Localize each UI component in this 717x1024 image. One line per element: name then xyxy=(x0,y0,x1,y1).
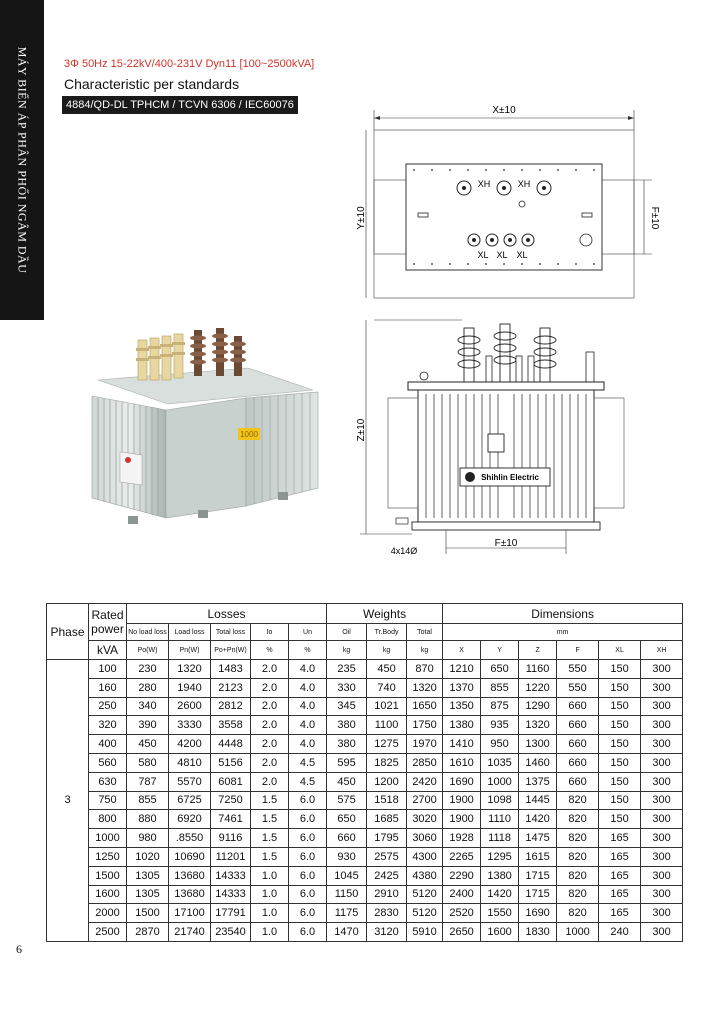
table-cell: 4.5 xyxy=(289,753,327,772)
table-cell: 1900 xyxy=(443,791,481,810)
table-cell: 160 xyxy=(89,678,127,697)
th-total: Total xyxy=(407,624,443,641)
table-cell: 4.0 xyxy=(289,716,327,735)
table-cell: 11201 xyxy=(211,847,251,866)
table-cell: 1000 xyxy=(89,829,127,848)
svg-text:XH: XH xyxy=(517,179,531,189)
table-cell: 1175 xyxy=(327,904,367,923)
svg-text:F±10: F±10 xyxy=(649,206,660,230)
table-cell: 1928 xyxy=(443,829,481,848)
table-row xyxy=(47,772,683,791)
table-cell: 1650 xyxy=(407,697,443,716)
table-cell: 6081 xyxy=(211,772,251,791)
th-unit-body: kg xyxy=(367,641,407,660)
table-cell: 4.0 xyxy=(289,735,327,754)
table-cell: 2265 xyxy=(443,847,481,866)
table-cell: 300 xyxy=(641,697,683,716)
table-cell: 1900 xyxy=(443,810,481,829)
table-cell: 820 xyxy=(557,904,599,923)
table-cell: 550 xyxy=(557,660,599,679)
table-cell: 660 xyxy=(557,716,599,735)
table-cell: 1483 xyxy=(211,660,251,679)
table-cell: 9116 xyxy=(211,829,251,848)
th-y: Y xyxy=(481,641,519,660)
th-dimensions: Dimensions xyxy=(443,604,683,624)
table-cell: 345 xyxy=(327,697,367,716)
table-cell: 6.0 xyxy=(289,885,327,904)
standards-badge: 4884/QD-DL TPHCM / TCVN 6306 / IEC60076 xyxy=(62,96,298,114)
svg-text:XH: XH xyxy=(477,179,491,189)
transformer-photo xyxy=(78,318,340,550)
table-cell: 1940 xyxy=(169,678,211,697)
table-cell: 1410 xyxy=(443,735,481,754)
table-cell: 380 xyxy=(327,716,367,735)
table-cell: 300 xyxy=(641,753,683,772)
table-cell: 7461 xyxy=(211,810,251,829)
table-row xyxy=(47,697,683,716)
table-cell: 2.0 xyxy=(251,753,289,772)
table-cell: 2830 xyxy=(367,904,407,923)
th-tr-body: Tr.Body xyxy=(367,624,407,641)
table-cell: 2123 xyxy=(211,678,251,697)
table-cell: 14333 xyxy=(211,866,251,885)
spec-table xyxy=(46,603,683,942)
table-cell: 820 xyxy=(557,885,599,904)
table-cell: 1420 xyxy=(519,810,557,829)
table-cell: 1000 xyxy=(481,772,519,791)
table-cell: 100 xyxy=(89,660,127,679)
phase-cell: 3 xyxy=(47,660,89,942)
table-cell: 1020 xyxy=(127,847,169,866)
table-cell: 1300 xyxy=(519,735,557,754)
table-cell: 4380 xyxy=(407,866,443,885)
table-cell: 935 xyxy=(481,716,519,735)
table-cell: 1210 xyxy=(443,660,481,679)
table-cell: 4.0 xyxy=(289,660,327,679)
table-cell: 660 xyxy=(557,697,599,716)
table-cell: 1445 xyxy=(519,791,557,810)
top-view-drawing xyxy=(352,100,677,300)
th-rated-power-1: Rated xyxy=(91,608,124,622)
table-cell: 300 xyxy=(641,678,683,697)
table-cell: 6.0 xyxy=(289,810,327,829)
table-cell: 330 xyxy=(327,678,367,697)
svg-text:Y±10: Y±10 xyxy=(356,206,367,230)
table-cell: 17791 xyxy=(211,904,251,923)
table-cell: 1500 xyxy=(89,866,127,885)
table-cell: 1160 xyxy=(519,660,557,679)
table-cell: 660 xyxy=(327,829,367,848)
svg-text:Shihlin Electric: Shihlin Electric xyxy=(481,473,539,482)
page-title: Characteristic per standards xyxy=(64,76,240,92)
table-cell: 4448 xyxy=(211,735,251,754)
table-cell: 380 xyxy=(327,735,367,754)
table-cell: 6725 xyxy=(169,791,211,810)
table-cell: 1470 xyxy=(327,923,367,942)
table-cell: 875 xyxy=(481,697,519,716)
table-cell: 150 xyxy=(599,678,641,697)
table-cell: 1610 xyxy=(443,753,481,772)
table-cell: 300 xyxy=(641,923,683,942)
table-cell: 930 xyxy=(327,847,367,866)
th-weights: Weights xyxy=(327,604,443,624)
table-cell: 1615 xyxy=(519,847,557,866)
table-cell: 660 xyxy=(557,735,599,754)
table-cell: 2812 xyxy=(211,697,251,716)
table-cell: 2425 xyxy=(367,866,407,885)
table-cell: 3020 xyxy=(407,810,443,829)
svg-text:4x14Ø: 4x14Ø xyxy=(390,546,418,556)
table-cell: 1715 xyxy=(519,866,557,885)
table-cell: 575 xyxy=(327,791,367,810)
table-cell: 1118 xyxy=(481,829,519,848)
svg-text:X±10: X±10 xyxy=(492,105,516,116)
table-cell: 1460 xyxy=(519,753,557,772)
table-cell: 560 xyxy=(89,753,127,772)
table-cell: 1045 xyxy=(327,866,367,885)
table-cell: 165 xyxy=(599,885,641,904)
table-cell: 2.0 xyxy=(251,678,289,697)
table-cell: 5120 xyxy=(407,904,443,923)
table-cell: 4200 xyxy=(169,735,211,754)
th-un: Un xyxy=(289,624,327,641)
th-x: X xyxy=(443,641,481,660)
table-row xyxy=(47,866,683,885)
table-cell: .8550 xyxy=(169,829,211,848)
table-cell: 660 xyxy=(557,772,599,791)
table-cell: 1380 xyxy=(443,716,481,735)
th-no-load-loss: No load loss xyxy=(127,624,169,641)
table-cell: 1475 xyxy=(519,829,557,848)
table-row xyxy=(47,791,683,810)
table-cell: 165 xyxy=(599,829,641,848)
th-mm: mm xyxy=(443,624,683,641)
table-cell: 1.0 xyxy=(251,923,289,942)
table-cell: 320 xyxy=(89,716,127,735)
table-cell: 1.5 xyxy=(251,810,289,829)
page-number: 6 xyxy=(16,942,22,956)
table-row xyxy=(47,810,683,829)
table-cell: 2.0 xyxy=(251,660,289,679)
table-cell: 240 xyxy=(599,923,641,942)
table-cell: 2650 xyxy=(443,923,481,942)
table-cell: 1.0 xyxy=(251,866,289,885)
table-cell: 1825 xyxy=(367,753,407,772)
table-cell: 450 xyxy=(367,660,407,679)
table-cell: 820 xyxy=(557,829,599,848)
table-cell: 2870 xyxy=(127,923,169,942)
table-cell: 4.0 xyxy=(289,678,327,697)
table-cell: 5156 xyxy=(211,753,251,772)
table-cell: 6.0 xyxy=(289,866,327,885)
table-cell: 150 xyxy=(599,772,641,791)
table-cell: 1021 xyxy=(367,697,407,716)
th-load-loss: Load loss xyxy=(169,624,211,641)
table-cell: 300 xyxy=(641,735,683,754)
table-cell: 2290 xyxy=(443,866,481,885)
table-row xyxy=(47,923,683,942)
table-cell: 1500 xyxy=(127,904,169,923)
th-xl: XL xyxy=(599,641,641,660)
table-cell: 1100 xyxy=(367,716,407,735)
table-cell: 2000 xyxy=(89,904,127,923)
table-cell: 1290 xyxy=(519,697,557,716)
th-unit-popn: Po+Pn(W) xyxy=(211,641,251,660)
table-cell: 2.0 xyxy=(251,772,289,791)
table-cell: 3558 xyxy=(211,716,251,735)
table-cell: 300 xyxy=(641,791,683,810)
table-cell: 165 xyxy=(599,866,641,885)
table-cell: 165 xyxy=(599,847,641,866)
table-cell: 150 xyxy=(599,810,641,829)
table-cell: 1518 xyxy=(367,791,407,810)
table-cell: 390 xyxy=(127,716,169,735)
table-cell: 1250 xyxy=(89,847,127,866)
table-cell: 787 xyxy=(127,772,169,791)
table-cell: 1.5 xyxy=(251,829,289,848)
table-cell: 150 xyxy=(599,660,641,679)
table-cell: 13680 xyxy=(169,866,211,885)
table-row xyxy=(47,904,683,923)
table-cell: 1600 xyxy=(89,885,127,904)
table-cell: 6.0 xyxy=(289,791,327,810)
th-rated-power xyxy=(89,604,127,641)
table-row xyxy=(47,735,683,754)
table-cell: 750 xyxy=(89,791,127,810)
table-cell: 1830 xyxy=(519,923,557,942)
table-cell: 21740 xyxy=(169,923,211,942)
th-rated-power-2: power xyxy=(91,622,124,636)
table-cell: 150 xyxy=(599,697,641,716)
table-cell: 6.0 xyxy=(289,847,327,866)
table-cell: 300 xyxy=(641,660,683,679)
table-cell: 2520 xyxy=(443,904,481,923)
th-unit-po: Po(W) xyxy=(127,641,169,660)
table-cell: 595 xyxy=(327,753,367,772)
th-unit-io: % xyxy=(251,641,289,660)
table-cell: 820 xyxy=(557,791,599,810)
th-io: Io xyxy=(251,624,289,641)
th-unit-un: % xyxy=(289,641,327,660)
table-cell: 1320 xyxy=(169,660,211,679)
table-cell: 450 xyxy=(127,735,169,754)
table-cell: 1715 xyxy=(519,885,557,904)
table-cell: 1295 xyxy=(481,847,519,866)
svg-text:XL: XL xyxy=(516,250,528,260)
table-cell: 23540 xyxy=(211,923,251,942)
table-cell: 550 xyxy=(557,678,599,697)
table-cell: 235 xyxy=(327,660,367,679)
table-cell: 300 xyxy=(641,829,683,848)
table-cell: 1420 xyxy=(481,885,519,904)
table-cell: 150 xyxy=(599,791,641,810)
table-cell: 17100 xyxy=(169,904,211,923)
table-cell: 6920 xyxy=(169,810,211,829)
table-cell: 230 xyxy=(127,660,169,679)
table-cell: 2400 xyxy=(443,885,481,904)
table-cell: 1035 xyxy=(481,753,519,772)
table-cell: 950 xyxy=(481,735,519,754)
table-cell: 1305 xyxy=(127,866,169,885)
table-cell: 14333 xyxy=(211,885,251,904)
table-cell: 3330 xyxy=(169,716,211,735)
table-cell: 6.0 xyxy=(289,923,327,942)
table-cell: 150 xyxy=(599,753,641,772)
table-cell: 300 xyxy=(641,847,683,866)
table-cell: 1275 xyxy=(367,735,407,754)
table-cell: 1.0 xyxy=(251,904,289,923)
table-cell: 4810 xyxy=(169,753,211,772)
table-cell: 1150 xyxy=(327,885,367,904)
th-unit-oil: kg xyxy=(327,641,367,660)
table-cell: 980 xyxy=(127,829,169,848)
table-cell: 165 xyxy=(599,904,641,923)
table-cell: 2500 xyxy=(89,923,127,942)
table-cell: 820 xyxy=(557,810,599,829)
sidebar-tab xyxy=(0,0,44,320)
th-unit-pn: Pn(W) xyxy=(169,641,211,660)
table-row xyxy=(47,716,683,735)
table-cell: 300 xyxy=(641,866,683,885)
th-oil: Oil xyxy=(327,624,367,641)
table-cell: 3120 xyxy=(367,923,407,942)
table-cell: 740 xyxy=(367,678,407,697)
table-cell: 1690 xyxy=(443,772,481,791)
table-row xyxy=(47,660,683,679)
table-cell: 4.0 xyxy=(289,697,327,716)
table-cell: 300 xyxy=(641,885,683,904)
table-cell: 2.0 xyxy=(251,735,289,754)
table-cell: 2850 xyxy=(407,753,443,772)
table-cell: 820 xyxy=(557,866,599,885)
th-losses: Losses xyxy=(127,604,327,624)
table-cell: 1690 xyxy=(519,904,557,923)
th-xh: XH xyxy=(641,641,683,660)
table-cell: 1.5 xyxy=(251,791,289,810)
table-cell: 5570 xyxy=(169,772,211,791)
table-cell: 2575 xyxy=(367,847,407,866)
spec-line: 3Φ 50Hz 15-22kV/400-231V Dyn11 [100~2500kVA] xyxy=(64,58,315,70)
th-unit-total: kg xyxy=(407,641,443,660)
sidebar-title: MÁY BIẾN ÁP PHÂN PHỐI NGÂM DẦU xyxy=(15,46,30,274)
table-cell: 6.0 xyxy=(289,829,327,848)
table-cell: 1320 xyxy=(519,716,557,735)
table-cell: 1375 xyxy=(519,772,557,791)
table-cell: 7250 xyxy=(211,791,251,810)
table-cell: 150 xyxy=(599,735,641,754)
table-cell: 300 xyxy=(641,772,683,791)
table-cell: 2420 xyxy=(407,772,443,791)
th-z: Z xyxy=(519,641,557,660)
svg-text:F±10: F±10 xyxy=(494,538,518,549)
table-cell: 1.0 xyxy=(251,885,289,904)
spec-table-body xyxy=(47,660,683,942)
table-cell: 2.0 xyxy=(251,697,289,716)
table-cell: 280 xyxy=(127,678,169,697)
table-cell: 820 xyxy=(557,847,599,866)
th-kva: kVA xyxy=(89,641,127,660)
table-cell: 1098 xyxy=(481,791,519,810)
table-cell: 10690 xyxy=(169,847,211,866)
table-cell: 1.5 xyxy=(251,847,289,866)
table-cell: 250 xyxy=(89,697,127,716)
th-f: F xyxy=(557,641,599,660)
table-cell: 1550 xyxy=(481,904,519,923)
svg-text:XL: XL xyxy=(477,250,489,260)
th-total-loss: Total loss xyxy=(211,624,251,641)
table-cell: 650 xyxy=(327,810,367,829)
table-cell: 1350 xyxy=(443,697,481,716)
table-cell: 340 xyxy=(127,697,169,716)
table-cell: 1795 xyxy=(367,829,407,848)
table-cell: 1750 xyxy=(407,716,443,735)
table-cell: 630 xyxy=(89,772,127,791)
table-cell: 855 xyxy=(127,791,169,810)
table-cell: 3060 xyxy=(407,829,443,848)
table-cell: 300 xyxy=(641,716,683,735)
table-cell: 400 xyxy=(89,735,127,754)
table-row xyxy=(47,885,683,904)
table-cell: 1320 xyxy=(407,678,443,697)
table-cell: 13680 xyxy=(169,885,211,904)
table-cell: 660 xyxy=(557,753,599,772)
table-row xyxy=(47,753,683,772)
table-cell: 5120 xyxy=(407,885,443,904)
table-cell: 4300 xyxy=(407,847,443,866)
table-cell: 1000 xyxy=(557,923,599,942)
table-cell: 1380 xyxy=(481,866,519,885)
table-row xyxy=(47,678,683,697)
table-cell: 1685 xyxy=(367,810,407,829)
table-cell: 880 xyxy=(127,810,169,829)
front-view-drawing xyxy=(352,310,677,565)
table-cell: 150 xyxy=(599,716,641,735)
table-cell: 4.5 xyxy=(289,772,327,791)
svg-text:XL: XL xyxy=(496,250,508,260)
table-cell: 300 xyxy=(641,810,683,829)
table-cell: 870 xyxy=(407,660,443,679)
table-cell: 2700 xyxy=(407,791,443,810)
svg-text:Z±10: Z±10 xyxy=(356,418,367,442)
table-cell: 1370 xyxy=(443,678,481,697)
table-cell: 580 xyxy=(127,753,169,772)
table-cell: 2910 xyxy=(367,885,407,904)
table-cell: 1305 xyxy=(127,885,169,904)
table-row xyxy=(47,829,683,848)
table-cell: 1970 xyxy=(407,735,443,754)
svg-text:1000: 1000 xyxy=(240,430,258,439)
table-cell: 2600 xyxy=(169,697,211,716)
table-cell: 1110 xyxy=(481,810,519,829)
table-cell: 855 xyxy=(481,678,519,697)
table-cell: 5910 xyxy=(407,923,443,942)
table-cell: 800 xyxy=(89,810,127,829)
table-cell: 450 xyxy=(327,772,367,791)
table-row xyxy=(47,847,683,866)
table-cell: 1200 xyxy=(367,772,407,791)
table-cell: 650 xyxy=(481,660,519,679)
table-cell: 6.0 xyxy=(289,904,327,923)
table-cell: 1600 xyxy=(481,923,519,942)
table-cell: 300 xyxy=(641,904,683,923)
table-cell: 1220 xyxy=(519,678,557,697)
th-phase: Phase xyxy=(47,604,89,660)
table-cell: 2.0 xyxy=(251,716,289,735)
